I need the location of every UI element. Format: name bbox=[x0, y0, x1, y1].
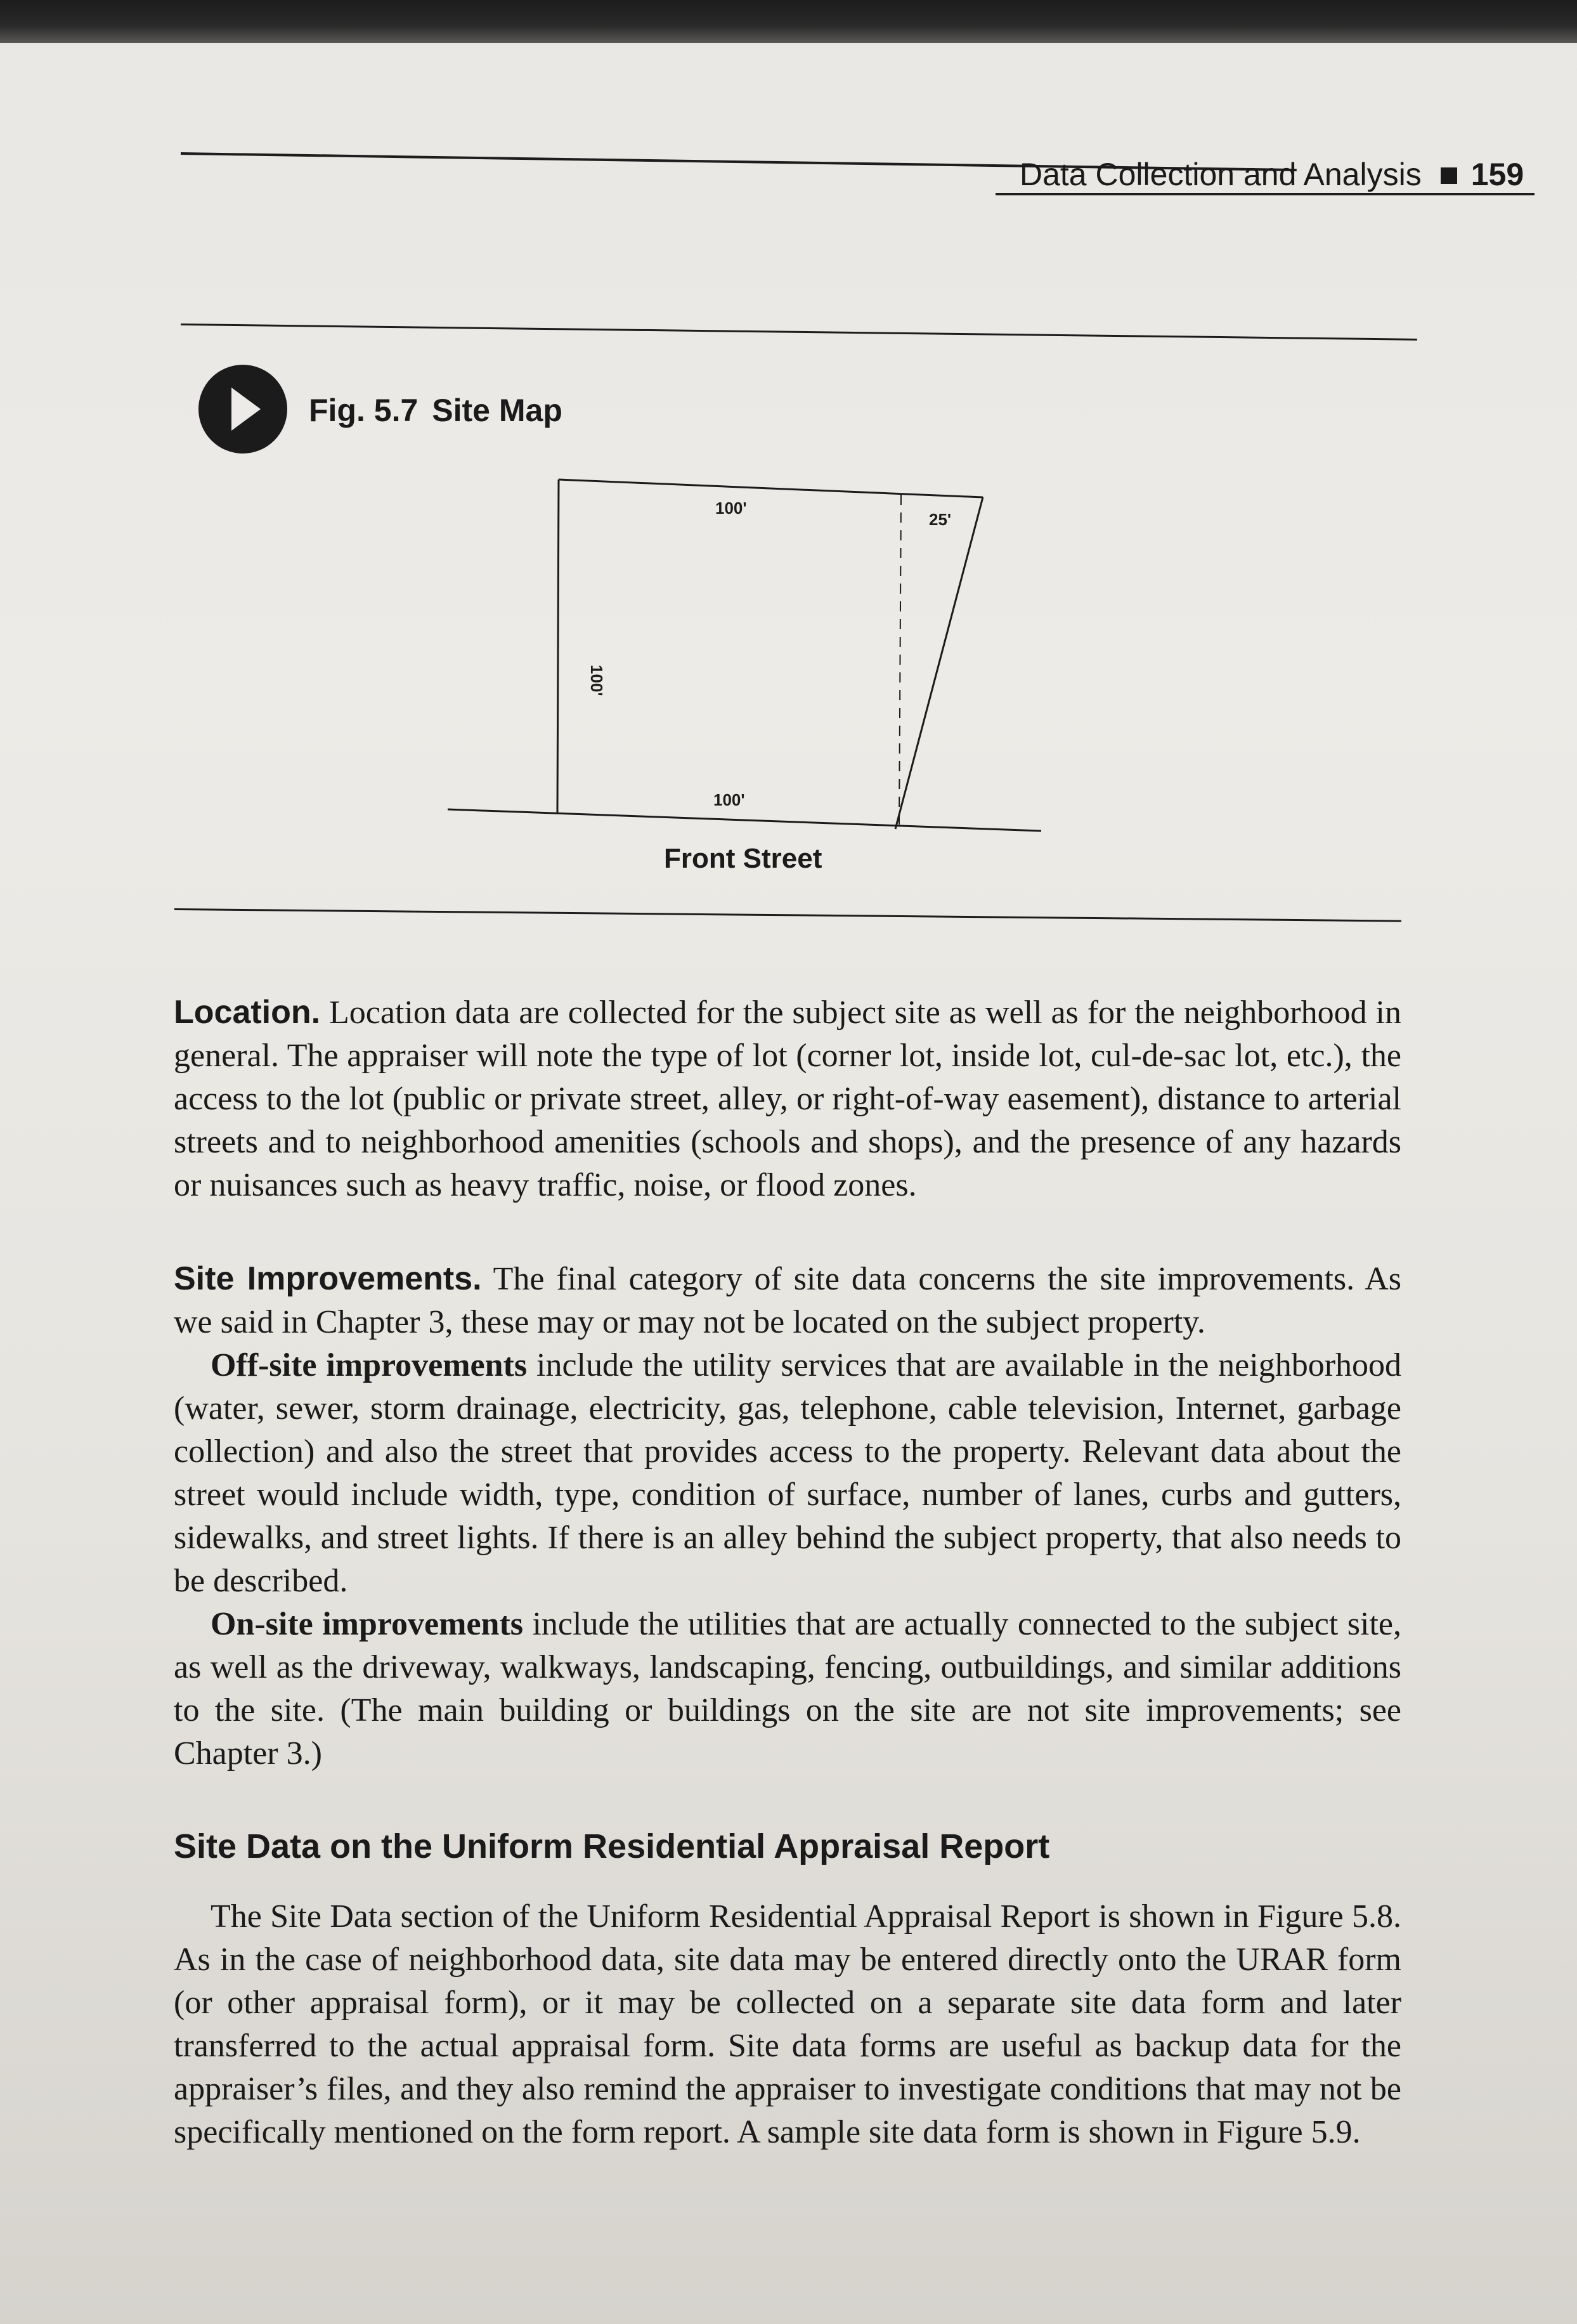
figure-title: Site Map bbox=[432, 393, 562, 428]
urar-paragraph: The Site Data section of the Uniform Residential Appraisal Report is shown in Figure 5.8. As in the case of neighborhood data, site data may be entered directly onto the URAR form (or other appraisal form), or it may be collected on a separate site data form and later transferred to the actual appraisal form. Site data forms are useful as backup data for the appraiser’s files, and they also remind the appraiser to investigate conditions that may not be specifically mentioned on the form report. A sample site data form is shown in Figure 5.9. bbox=[174, 1898, 1401, 2150]
lot-dashed-line bbox=[899, 495, 901, 826]
running-header bbox=[1020, 156, 1524, 193]
street-name-label: Front Street bbox=[664, 843, 822, 874]
offsite-paragraph bbox=[174, 1344, 1401, 1603]
running-header-title: Data Collection and Analysis bbox=[1020, 157, 1422, 192]
street-line bbox=[448, 809, 1041, 831]
location-paragraph bbox=[174, 991, 1401, 1207]
page-number: 159 bbox=[1470, 157, 1524, 192]
figure-label: Fig. 5.7 bbox=[309, 393, 419, 428]
left-dimension-label: 100' bbox=[587, 665, 606, 696]
offsite-text: include the utility services that are available in the neighborhood (water, sewer, storm drainage, electricity, gas, telephone, cable television, Internet, garbage collection) and also the street that provides access to the property. Relevant data about the street would include width, type, condition of surface, number of lanes, curbs and gutters, sidewalks, and street lights. If there is an alley behind the subject property, that also needs to be described. bbox=[174, 1347, 1402, 1599]
site-improvements-paragraph bbox=[174, 1257, 1401, 1344]
site-improvements-text: The final category of site data concerns the site improvements. As we said in Chapter 3, these may or may not be located on the subject property. bbox=[174, 1261, 1401, 1340]
lot-top-line bbox=[559, 480, 983, 497]
location-text: Location data are collected for the subject site as well as for the neighborhood in general. The appraiser will note the type of lot (corner lot, inside lot, cul-de-sac lot, etc.), the access to the lot (public or private street, alley, or right-of-way easement), distance to arterial streets and to neighborhood amenities (schools and shops), and the presence of any hazards or nuisances such as heavy traffic, noise, or flood zones. bbox=[174, 995, 1401, 1203]
figure-bottom-rule bbox=[174, 908, 1401, 922]
site-map bbox=[444, 469, 1053, 882]
lot-slanted-right-line bbox=[895, 497, 983, 829]
location-section bbox=[174, 991, 1401, 1207]
onsite-term: On-site improvements bbox=[211, 1606, 524, 1642]
play-arrow-icon bbox=[198, 365, 287, 454]
header-square-icon bbox=[1441, 167, 1457, 184]
figure-caption bbox=[309, 392, 562, 429]
location-heading: Location. bbox=[174, 994, 321, 1031]
page-top-shadow bbox=[0, 0, 1577, 43]
urar-section-title: Site Data on the Uniform Residential Appraisal Report bbox=[174, 1827, 1050, 1865]
bottom-dimension-label: 100' bbox=[713, 790, 745, 809]
lot-left-line bbox=[557, 480, 559, 813]
offsite-term: Off-site improvements bbox=[211, 1347, 528, 1383]
onsite-text: include the utilities that are actually connected to the subject site, as well as the driveway, walkways, landscaping, fencing, outbuildings, and similar additions to the site. (The main building or buildings on the site are not site improvements; see Chapter 3.) bbox=[174, 1606, 1402, 1772]
urar-section bbox=[174, 1895, 1401, 2154]
figure-top-rule bbox=[181, 323, 1417, 341]
header-rule-right bbox=[996, 193, 1535, 195]
onsite-paragraph bbox=[174, 1603, 1401, 1775]
play-arrow-glyph bbox=[198, 365, 287, 454]
site-improvements-section bbox=[174, 1257, 1401, 1775]
right-dimension-label: 25' bbox=[929, 510, 952, 529]
site-improvements-heading: Site Improvements. bbox=[174, 1260, 482, 1297]
top-dimension-label: 100' bbox=[715, 499, 747, 518]
